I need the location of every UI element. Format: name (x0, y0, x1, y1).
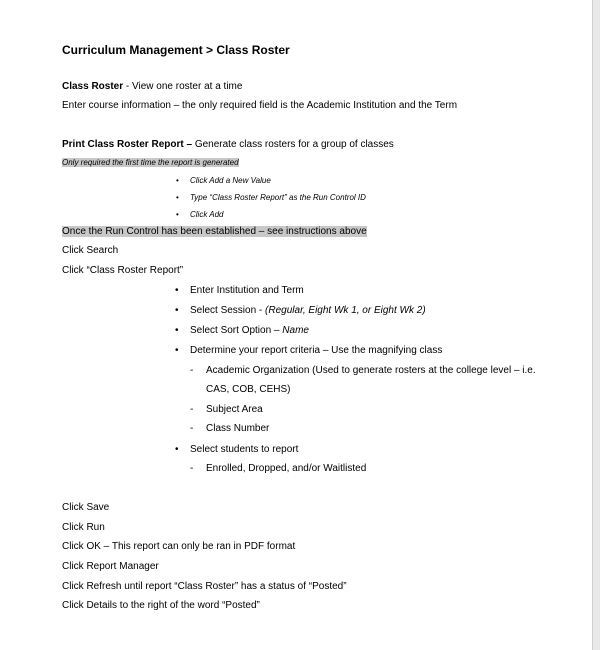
criteria-step (190, 304, 426, 317)
sort-value: Name (282, 325, 309, 336)
page-title: Curriculum Management > Class Roster (62, 43, 290, 57)
final-step: Click Run (62, 522, 105, 533)
criteria-sub-item: - Class Number (206, 422, 269, 435)
run-control-text: Once the Run Control has been established – see instructions above (62, 226, 367, 237)
setup-step: • Click Add a New Value (190, 175, 271, 186)
criteria-step (190, 324, 309, 337)
class-roster-instructions: Enter course information – the only required field is the Academic Institution and the Term (62, 100, 458, 111)
class-roster-heading: Class Roster (62, 81, 124, 92)
criteria-sub-item: - Enrolled, Dropped, and/or Waitlisted (206, 462, 366, 475)
final-step: Click OK – This report can only be ran in PDF format (62, 541, 296, 552)
criteria-step: • Determine your report criteria – Use the magnifying class (190, 344, 442, 357)
criteria-step: • Select students to report (190, 443, 298, 456)
click-search-step: Click Search (62, 245, 119, 256)
class-roster-desc: - View one roster at a time (123, 81, 243, 92)
criteria-sub-item-cont: CAS, COB, CEHS) (206, 384, 291, 395)
first-time-note-text: Only required the first time the report is generated (62, 158, 239, 167)
criteria-sub-item: - Subject Area (206, 403, 263, 416)
final-step: Click Report Manager (62, 561, 159, 572)
print-report-heading: Print Class Roster Report – (62, 139, 193, 150)
print-report-line (62, 138, 394, 151)
final-step: Click Save (62, 502, 110, 513)
setup-step: • Type “Class Roster Report” as the Run Control ID (190, 192, 366, 203)
first-time-note (62, 157, 239, 168)
criteria-sub-item: - Academic Organization (Used to generate rosters at the college level – i.e. (206, 364, 536, 377)
print-report-desc: Generate class rosters for a group of classes (192, 139, 394, 150)
click-report-step: Click “Class Roster Report” (62, 265, 184, 276)
criteria-step: • Enter Institution and Term (190, 284, 304, 297)
final-step: Click Details to the right of the word “Posted” (62, 600, 260, 611)
sort-label: Select Sort Option – (190, 325, 283, 336)
class-roster-line (62, 80, 242, 93)
run-control-line (62, 225, 367, 238)
session-options: (Regular, Eight Wk 1, or Eight Wk 2) (265, 305, 426, 316)
final-step: Click Refresh until report “Class Roster” has a status of “Posted” (62, 581, 347, 592)
session-label: Select Session - (190, 305, 266, 316)
setup-step: • Click Add (190, 209, 224, 220)
